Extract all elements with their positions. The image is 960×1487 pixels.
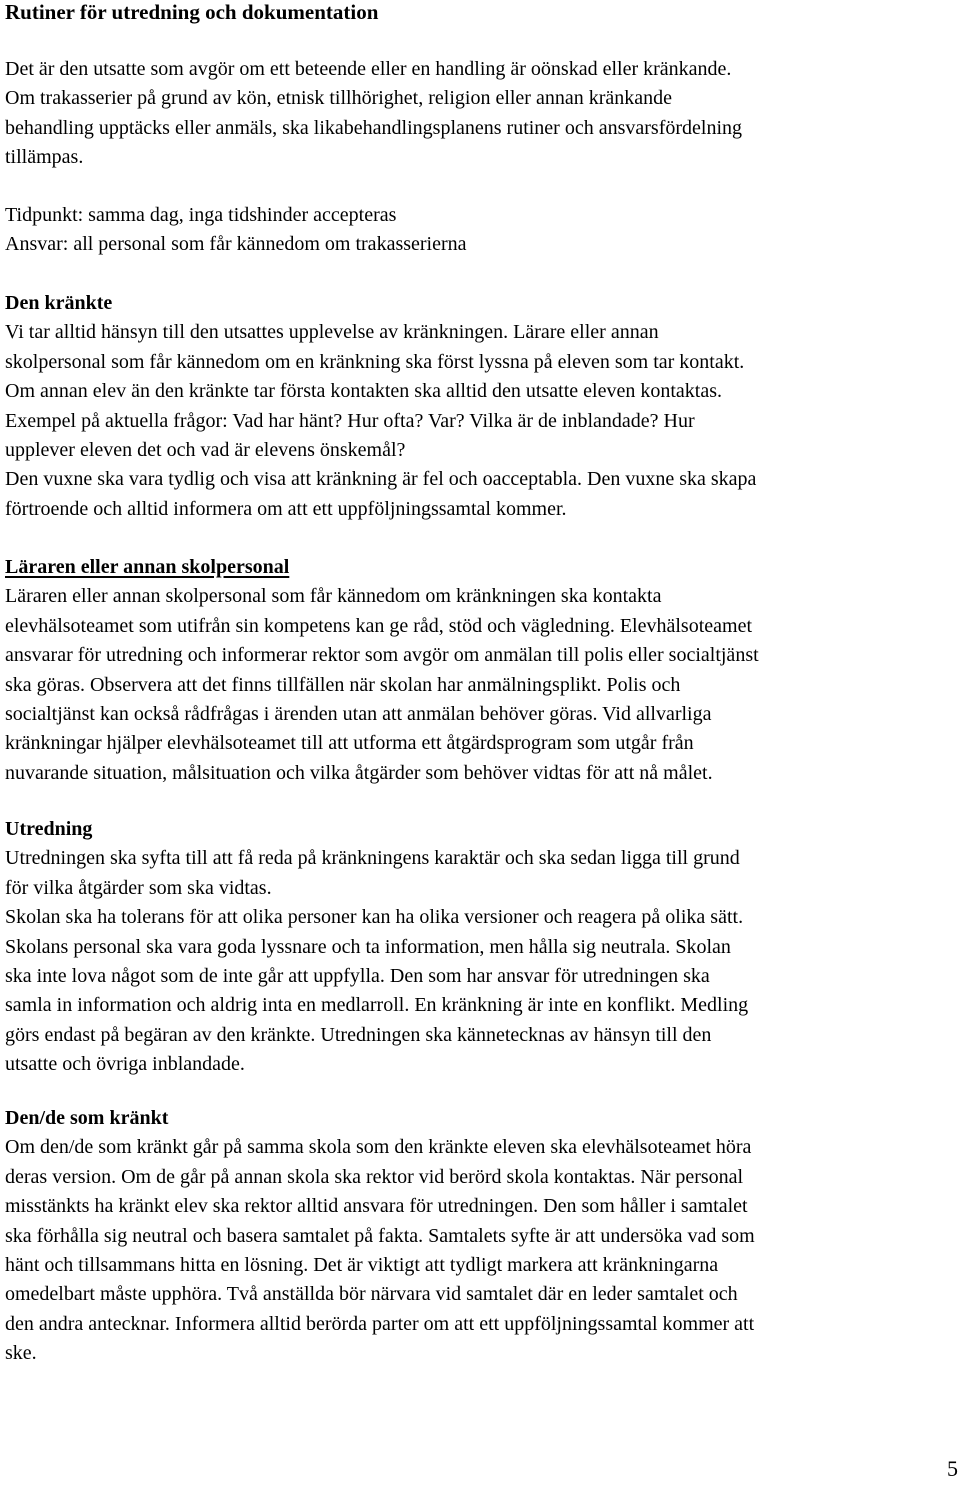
intro-line: Det är den utsatte som avgör om ett beteende eller en handling är oönskad eller kränkande. — [5, 58, 732, 80]
section-line: socialtjänst kan också rådfrågas i ärenden utan att anmälan behöver göras. Vid allvarliga — [5, 703, 712, 726]
section-line: Skolans personal ska vara goda lyssnare och ta information, men hålla sig neutrala. Skolan — [5, 935, 731, 958]
section-line: Den vuxne ska vara tydlig och visa att kränkning är fel och oacceptabla. Den vuxne ska skapa — [5, 468, 757, 491]
section-heading: Den/de som kränkt — [5, 1107, 169, 1129]
timing-paragraph — [5, 201, 955, 260]
section-line: ska göras. Observera att det finns tillfällen när skolan har anmälningsplikt. Polis och — [5, 673, 681, 696]
section-line: skolpersonal som får kännedom om en kränkning ska först lyssna på eleven som tar kontakt. — [5, 350, 745, 373]
section-line: ansvarar för utredning och informerar rektor som avgör om anmälan till polis eller socialtjänst — [5, 644, 759, 667]
section-heading-text: Läraren eller annan skolpersonal — [5, 556, 290, 578]
section-line: ska inte lova något som de inte går att uppfylla. Den som har ansvar för utredningen ska — [5, 965, 710, 988]
section-line: Om annan elev än den kränkte tar första kontakten ska alltid den utsatte eleven kontaktas. — [5, 380, 722, 403]
section-line: Utredningen ska syfta till att få reda på kränkningens karaktär och ska sedan ligga till grund — [5, 847, 740, 870]
section-line: Exempel på aktuella frågor: Vad har hänt? Hur ofta? Var? Vilka är de inblandade? Hur — [5, 409, 695, 432]
document-title: Rutiner för utredning och dokumentation — [5, 0, 379, 24]
intro-line: Om trakasserier på grund av kön, etnisk tillhörighet, religion eller annan kränkande — [5, 87, 673, 110]
section-line: samla in information och aldrig inta en medlarroll. En kränkning är inte en konflikt. Medling — [5, 994, 749, 1017]
section-den-de-som-krankt — [5, 1104, 955, 1369]
section-line: görs endast på begäran av den kränkte. Utredningen ska kännetecknas av hänsyn till den — [5, 1023, 712, 1046]
section-heading — [5, 553, 955, 582]
intro-paragraph — [5, 55, 955, 173]
section-heading: Den kränkte — [5, 292, 113, 314]
section-line: för vilka åtgärder som ska vidtas. — [5, 876, 272, 899]
section-lararen — [5, 553, 955, 788]
section-line: elevhälsoteamet som utifrån sin kompetens kan ge råd, stöd och vägledning. Elevhälsoteamet — [5, 614, 753, 637]
page-number: 5 — [947, 1456, 958, 1481]
section-heading: Utredning — [5, 818, 93, 840]
section-line: Läraren eller annan skolpersonal som får kännedom om kränkningen ska kontakta — [5, 585, 662, 608]
section-line: ske. — [5, 1342, 37, 1365]
section-line: Om den/de som kränkt går på samma skola som den kränkte eleven ska elevhälsoteamet höra — [5, 1136, 752, 1159]
section-line: ska förhålla sig neutral och basera samtalet på fakta. Samtalets syfte är att undersöka vad som — [5, 1224, 755, 1247]
section-line: förtroende och alltid informera om att ett uppföljningssamtal kommer. — [5, 497, 567, 520]
section-line: omedelbart måste upphöra. Två anställda bör närvara vid samtalet där en leder samtalet och — [5, 1283, 738, 1306]
section-line: Vi tar alltid hänsyn till den utsattes upplevelse av kränkningen. Lärare eller annan — [5, 321, 659, 344]
section-line: Skolan ska ha tolerans för att olika personer kan ha olika versioner och reagera på olika sätt. — [5, 906, 744, 929]
section-line: den andra antecknar. Informera alltid berörda parter om att ett uppföljningssamtal kommer att — [5, 1312, 755, 1335]
intro-line: behandling upptäcks eller anmäls, ska likabehandlingsplanens rutiner och ansvarsfördelning — [5, 116, 743, 139]
section-den-krankte — [5, 289, 955, 524]
section-line: utsatte och övriga inblandade. — [5, 1053, 245, 1076]
section-utredning — [5, 815, 955, 1080]
section-line: hänt och tillsammans hitta en lösning. Det är viktigt att tydligt markera att kränkningarna — [5, 1254, 719, 1277]
section-line: kränkningar hjälper elevhälsoteamet till att utforma ett åtgärdsprogram som utgår från — [5, 732, 694, 755]
section-line: upplever eleven det och vad är elevens önskemål? — [5, 439, 406, 462]
section-line: nuvarande situation, målsituation och vilka åtgärder som behöver vidtas för att nå målet. — [5, 761, 713, 784]
timing-line: Tidpunkt: samma dag, inga tidshinder accepteras — [5, 204, 397, 226]
intro-line: tillämpas. — [5, 146, 84, 169]
responsibility-line: Ansvar: all personal som får kännedom om trakasserierna — [5, 233, 467, 256]
section-line: misstänkts ha kränkt elev ska rektor alltid ansvara för utredningen. Den som håller i samtalet — [5, 1195, 748, 1218]
section-line: deras version. Om de går på annan skola ska rektor vid berörd skola kontaktas. När personal — [5, 1165, 744, 1188]
